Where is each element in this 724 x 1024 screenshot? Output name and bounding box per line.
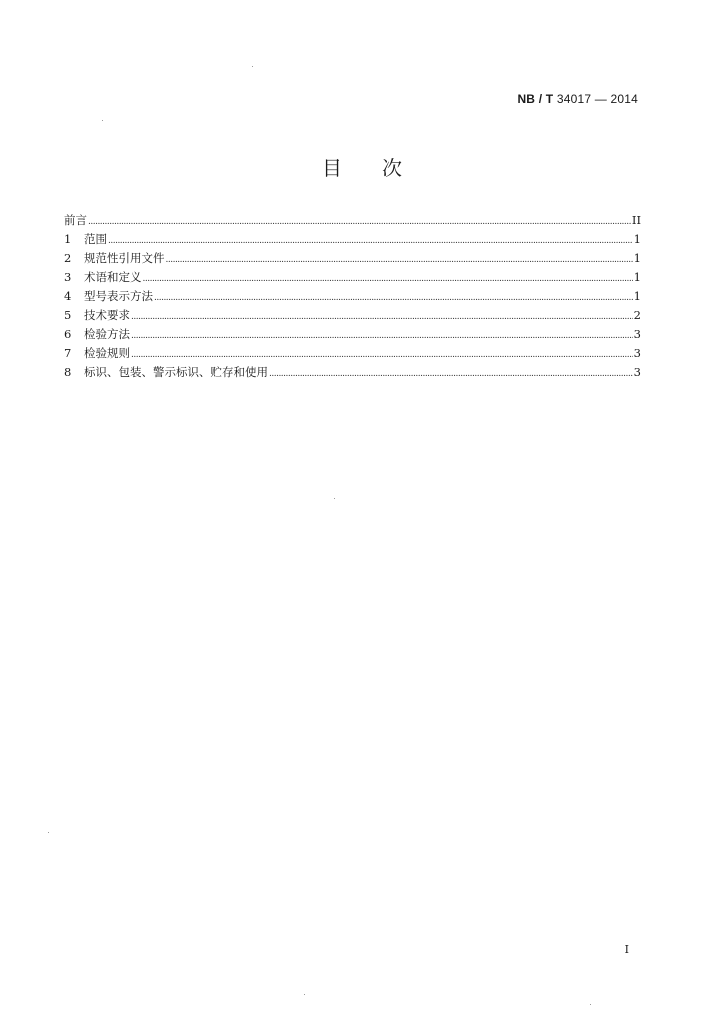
toc-entry-page: 3 [633,346,641,360]
toc-entry-page: 2 [633,308,641,322]
toc-leader-dots [166,251,633,270]
toc-entry-page: 1 [633,251,641,265]
toc-entry-label: 标识、包装、警示标识、贮存和使用 [84,365,268,379]
toc-entry-label: 规范性引用文件 [84,251,165,265]
toc-leader-dots [269,365,633,384]
toc-entry-number: 7 [64,346,72,360]
toc-title-part2: 次 [382,156,402,180]
toc-entry-5[interactable] [64,306,641,325]
toc-entry-label: 检验方法 [84,327,130,341]
scan-speck [304,994,305,995]
toc-entry-7[interactable] [64,344,641,363]
toc-entry-1[interactable] [64,230,641,249]
toc-entry-label: 技术要求 [84,308,130,322]
toc-entry-2[interactable] [64,249,641,268]
toc-leader-dots [154,289,633,308]
toc-entry-page: 1 [633,270,641,284]
document-code-number: 34017 — 2014 [556,92,638,106]
toc-leader-dots [131,308,633,327]
toc-entry-page: 1 [633,289,641,303]
toc-entry-page: II [631,213,641,227]
toc-leader-dots [131,327,633,346]
scan-speck [590,1004,591,1005]
toc-title-part1: 目 [322,156,342,180]
scan-speck [334,498,335,499]
table-of-contents [64,211,641,382]
toc-entry-page: 3 [633,327,641,341]
toc-leader-dots [88,213,631,232]
toc-entry-8[interactable] [64,363,641,382]
toc-entry-number: 1 [64,232,72,246]
scan-speck [102,120,103,121]
toc-entry-label: 型号表示方法 [84,289,153,303]
toc-entry-number: 8 [64,365,72,379]
toc-entry-page: 3 [633,365,641,379]
toc-entry-page: 1 [633,232,641,246]
toc-entry-label: 检验规则 [84,346,130,360]
toc-entry-foreword[interactable] [64,211,641,230]
document-code-prefix: NB / T [517,92,554,106]
toc-entry-number: 3 [64,270,72,284]
toc-entry-4[interactable] [64,287,641,306]
scan-speck [252,66,253,67]
scan-speck [48,832,49,833]
document-code [517,92,638,106]
toc-entry-label: 术语和定义 [84,270,142,284]
toc-entry-label: 前言 [64,213,87,227]
toc-entry-number: 2 [64,251,72,265]
toc-entry-6[interactable] [64,325,641,344]
toc-entry-number: 5 [64,308,72,322]
toc-leader-dots [143,270,633,289]
toc-entry-number: 6 [64,327,72,341]
toc-entry-3[interactable] [64,268,641,287]
toc-title [0,152,724,181]
page-number: I [624,943,629,956]
toc-entry-label: 范围 [84,232,107,246]
toc-leader-dots [108,232,633,251]
toc-entry-number: 4 [64,289,72,303]
